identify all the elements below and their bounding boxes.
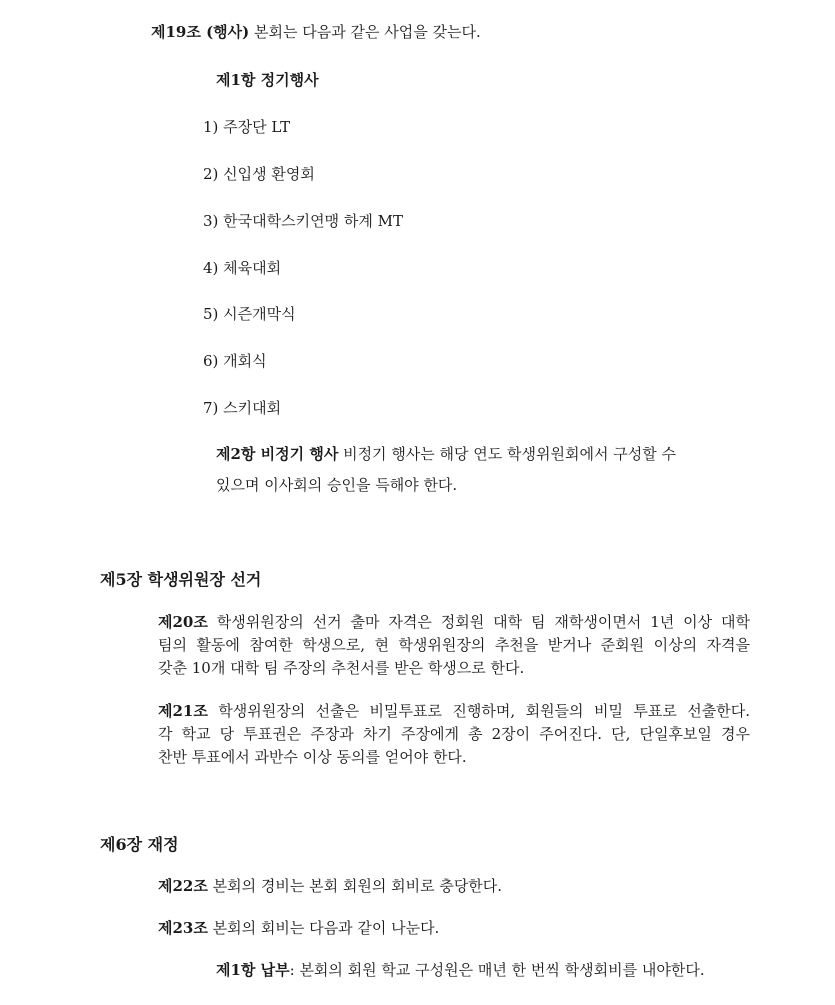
article-20-line-2: 팀의 활동에 참여한 학생으로, 현 학생위원장의 추천을 받거나 준회원 이상의 자격을 [158,636,750,654]
chapter-6-heading: 제6장 재정 [100,835,179,854]
article-20-line-3: 갖춘 10개 대학 팀 주장의 추천서를 받은 학생으로 한다. [158,659,525,677]
clause-label: 제2항 비정기 행사 [216,445,339,463]
article-21-line-3: 찬반 투표에서 과반수 이상 동의를 얻어야 한다. [158,748,467,766]
clause-text: 비정기 행사는 해당 연도 학생위원회에서 구성할 수 [338,445,676,463]
clause-label: 제1항 납부 [216,961,290,979]
article-21-text: 학생위원장의 선출은 비밀투표로 진행하며, 회원들의 비밀 투표로 선출한다. [207,702,750,720]
list-item: 4) 체육대회 [203,259,282,277]
chapter-5-heading: 제5장 학생위원장 선거 [100,570,262,589]
list-item: 3) 한국대학스키연맹 하계 MT [203,212,403,230]
clause-label: 제1항 정기행사 [216,71,319,89]
article-22-label: 제22조 [158,877,208,895]
clause-2-line-1 [216,443,676,464]
article-20-label: 제20조 [158,613,208,631]
article-21-label: 제21조 [158,702,208,720]
list-item: 7) 스키대회 [203,399,282,417]
article-19-clause-1-heading [216,69,319,90]
article-23-label: 제23조 [158,919,208,937]
article-21-line-1 [158,700,750,721]
article-20-line-1 [158,611,750,632]
clause-text: : 본회의 회원 학교 구성원은 매년 한 번씩 학생회비를 내야한다. [289,961,705,979]
clause-2-line-2: 있으며 이사회의 승인을 득해야 한다. [216,476,458,494]
article-23 [158,917,439,938]
list-item: 5) 시즌개막식 [203,305,296,323]
article-21-line-2: 각 학교 당 투표권은 주장과 차기 주장에게 총 2장이 주어진다. 단, 단일후보일 경우 [158,725,750,743]
list-item: 2) 신입생 환영회 [203,165,315,183]
article-23-text: 본회의 회비는 다음과 같이 나눈다. [207,919,440,937]
list-item: 1) 주장단 LT [203,118,291,136]
list-item: 6) 개회식 [203,352,267,370]
article-19-label: 제19조 (행사) [151,23,250,41]
article-20-text: 학생위원장의 선거 출마 자격은 정회원 대학 팀 재학생이면서 1년 이상 대학 [207,613,750,631]
article-19 [151,21,481,42]
article-19-text: 본회는 다음과 같은 사업을 갖는다. [249,23,481,41]
article-22 [158,875,502,896]
article-22-text: 본회의 경비는 본회 회원의 회비로 충당한다. [207,877,503,895]
article-23-clause-1 [216,959,705,980]
